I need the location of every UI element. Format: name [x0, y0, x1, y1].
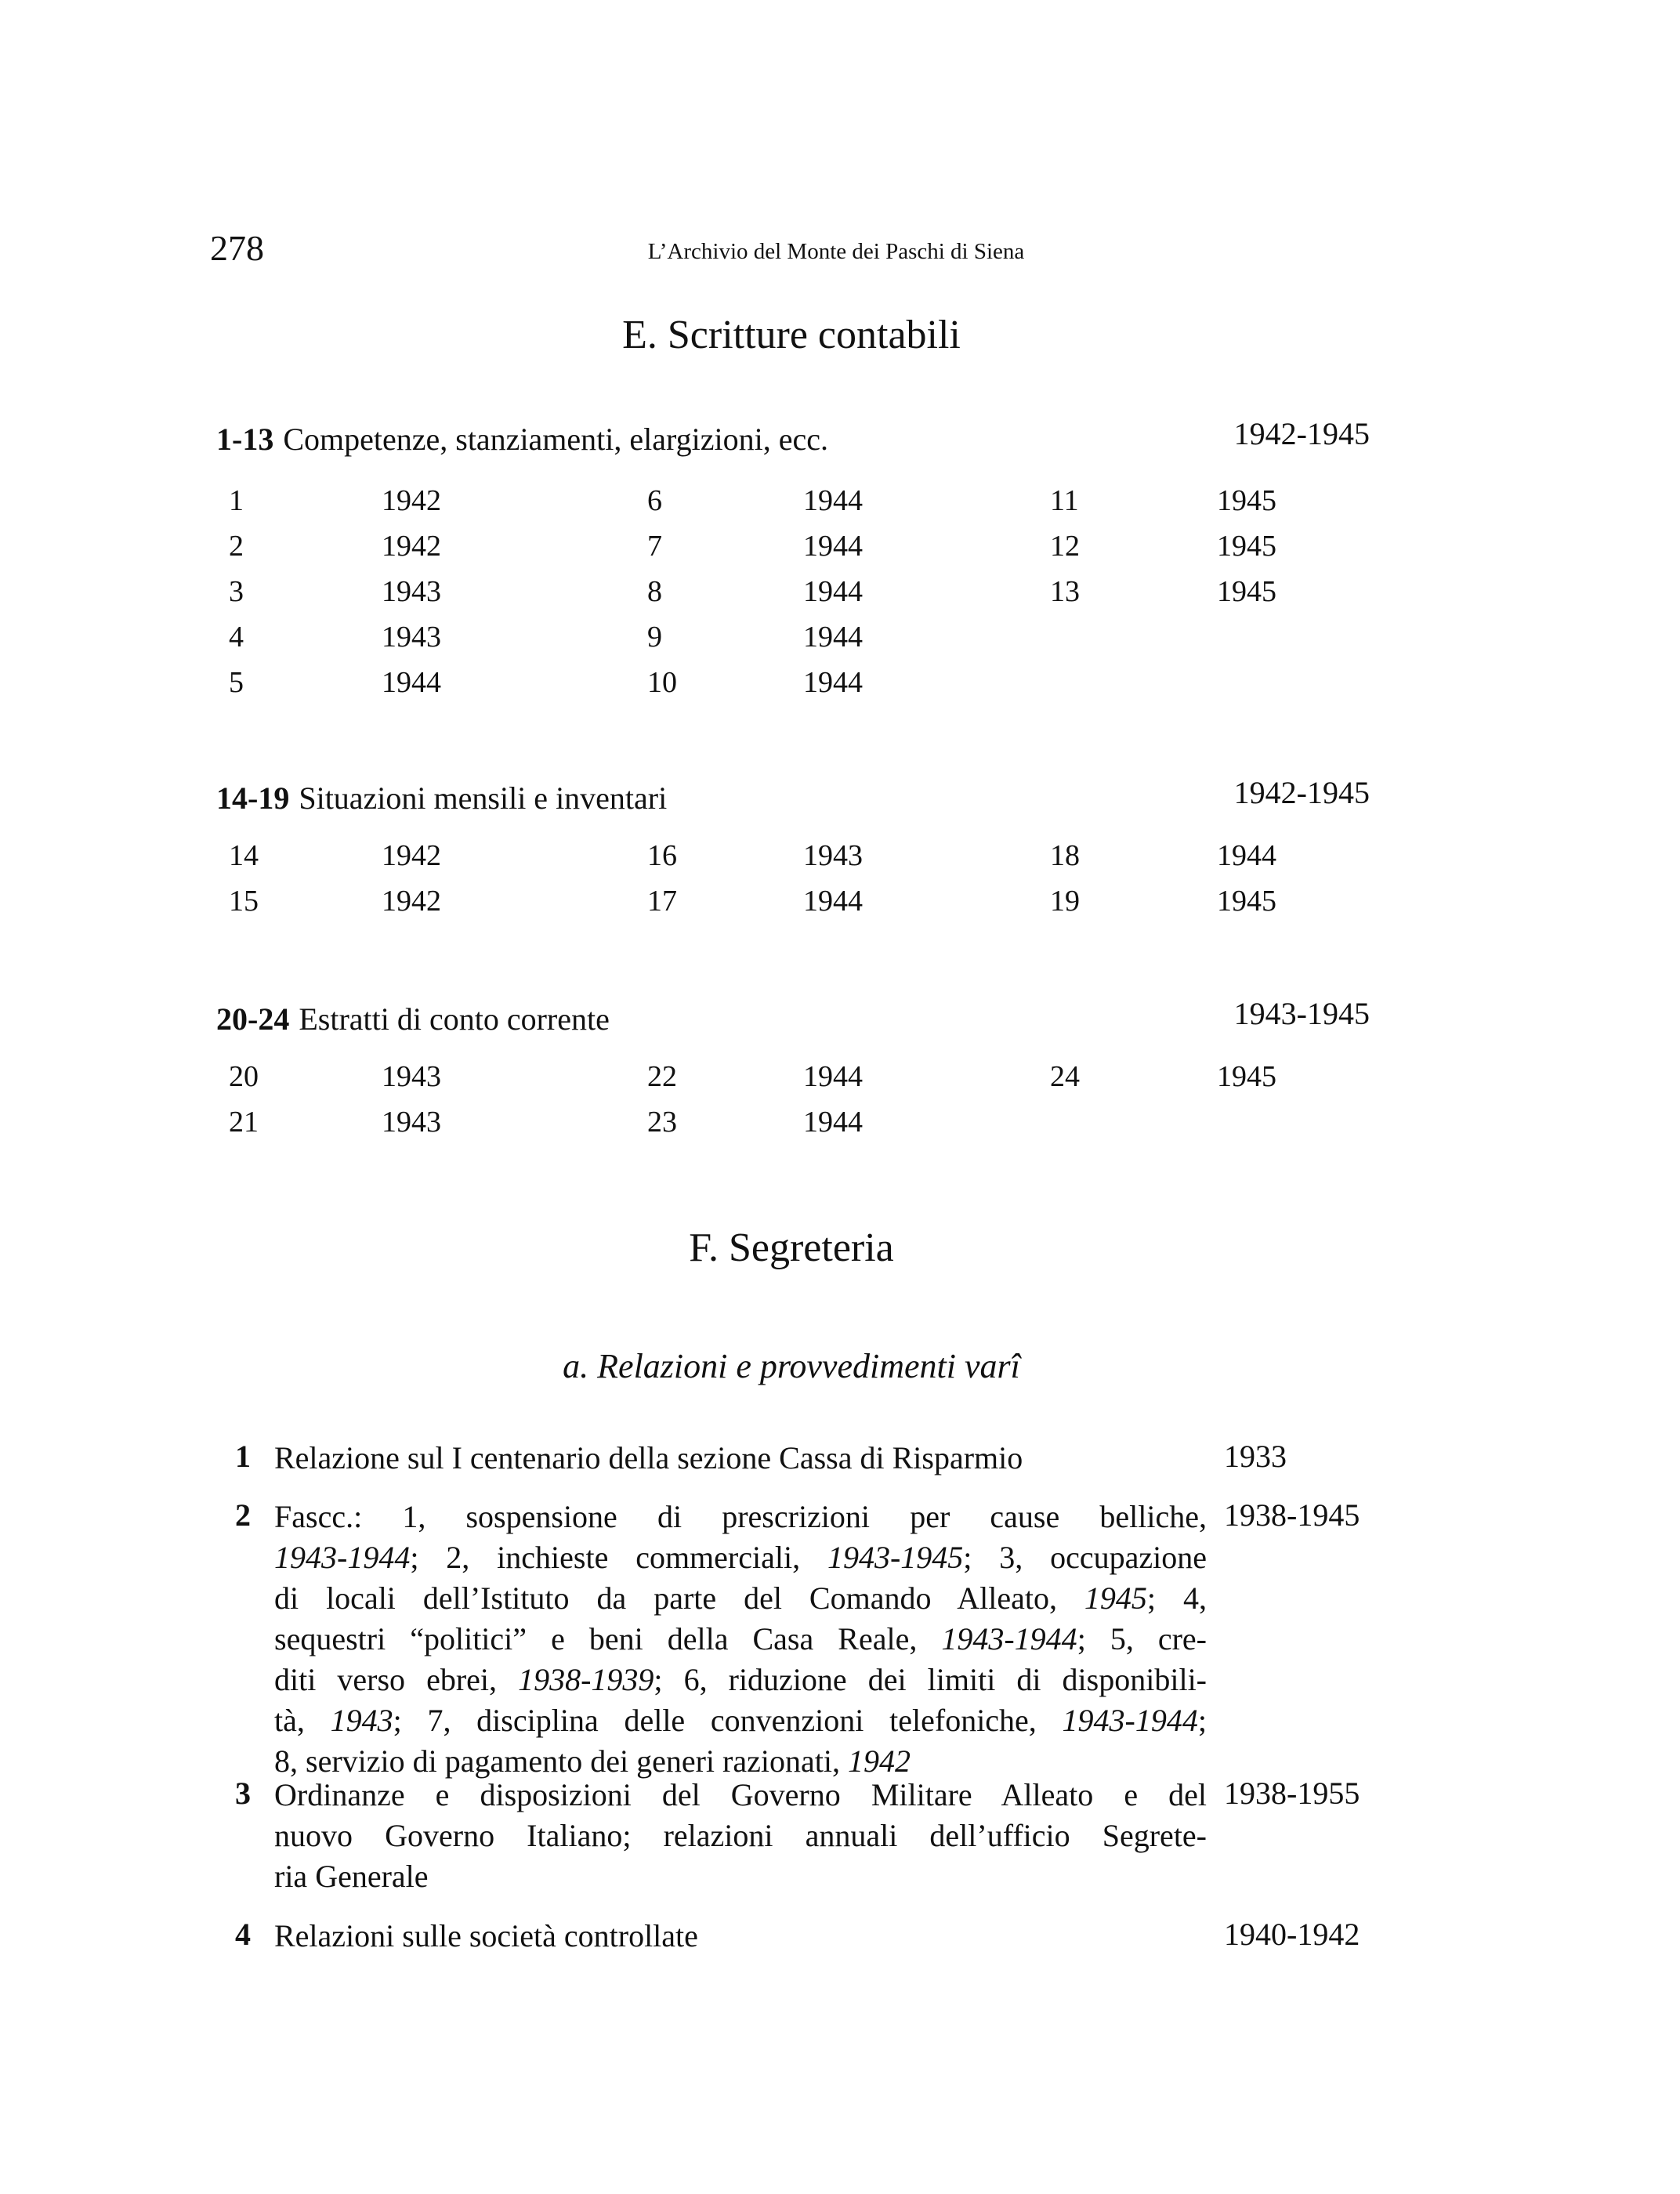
page-number: 278 — [210, 228, 264, 268]
italic-date: 1942 — [847, 1743, 911, 1779]
group-dates: 1943-1945 — [1233, 996, 1370, 1031]
text-line — [274, 1700, 1207, 1741]
item-number: 3 — [235, 1776, 251, 1811]
section-e-title: E. Scritture contabili — [622, 313, 961, 357]
unit-year: 1945 — [1217, 885, 1276, 918]
unit-number: 17 — [647, 885, 677, 918]
unit-year: 1943 — [382, 575, 441, 608]
italic-date: 1943-1944 — [1062, 1703, 1198, 1738]
group-range: 1-13 — [216, 422, 274, 457]
unit-number: 1 — [229, 484, 244, 517]
unit-year: 1944 — [803, 484, 863, 517]
unit-year: 1944 — [382, 666, 441, 699]
unit-year: 1942 — [382, 885, 441, 918]
italic-date: 1943-1944 — [274, 1540, 411, 1575]
unit-number: 3 — [229, 575, 244, 608]
unit-year: 1944 — [803, 530, 863, 563]
unit-year: 1945 — [1217, 484, 1276, 517]
unit-number: 21 — [229, 1106, 259, 1139]
text-line — [274, 1619, 1207, 1660]
unit-year: 1944 — [803, 621, 863, 653]
unit-number: 15 — [229, 885, 259, 918]
unit-number: 7 — [647, 530, 662, 563]
unit-number: 5 — [229, 666, 244, 699]
italic-date: 1943-1944 — [941, 1621, 1077, 1656]
group-heading — [216, 421, 828, 458]
italic-date: 1943-1945 — [827, 1540, 964, 1575]
group-title: Situazioni mensili e inventari — [299, 780, 668, 816]
unit-year: 1944 — [803, 885, 863, 918]
item-dates: 1938-1945 — [1224, 1497, 1360, 1533]
item-dates: 1940-1942 — [1224, 1917, 1360, 1952]
unit-number: 18 — [1050, 839, 1080, 872]
text-run: ; 5, cre- — [1077, 1621, 1207, 1656]
item-text: Relazione sul I centenario della sezione Cassa di Risparmio — [274, 1440, 1023, 1475]
italic-date: 1938-1939 — [518, 1662, 654, 1697]
item-text: Relazioni sulle società controllate — [274, 1918, 698, 1953]
unit-year: 1945 — [1217, 575, 1276, 608]
group-heading — [216, 1001, 610, 1037]
unit-year: 1943 — [382, 1106, 441, 1139]
text-run: ; 2, inchieste commerciali, — [410, 1540, 827, 1575]
group-range: 14-19 — [216, 780, 290, 816]
group-dates: 1942-1945 — [1233, 775, 1370, 810]
unit-number: 13 — [1050, 575, 1080, 608]
text-run: Fascc.: 1, sospensione di prescrizioni per cause belliche, — [274, 1499, 1207, 1534]
item-dates: 1933 — [1224, 1439, 1287, 1474]
unit-year: 1942 — [382, 484, 441, 517]
unit-number: 11 — [1050, 484, 1079, 517]
unit-number: 10 — [647, 666, 677, 699]
group-dates: 1942-1945 — [1233, 416, 1370, 451]
item-number: 4 — [235, 1917, 251, 1952]
item-number: 2 — [235, 1497, 251, 1533]
text-run: diti verso ebrei, — [274, 1662, 519, 1697]
text-run: ; — [1197, 1703, 1207, 1738]
item-text: Ordinanze e disposizioni del Governo Militare Alleato e del nuovo Governo Italiano; relazioni annuali dell’ufficio Segrete- ria Generale — [274, 1777, 1207, 1894]
unit-number: 22 — [647, 1060, 677, 1093]
subsection-title: a. Relazioni e provvedimenti varî — [563, 1347, 1020, 1385]
item-number: 1 — [235, 1439, 251, 1474]
text-line — [274, 1660, 1207, 1700]
text-line — [274, 1578, 1207, 1619]
item-dates: 1938-1955 — [1224, 1776, 1360, 1811]
unit-year: 1945 — [1217, 1060, 1276, 1093]
unit-year: 1942 — [382, 839, 441, 872]
text-run: ; 4, — [1146, 1580, 1207, 1616]
group-title: Competenze, stanziamenti, elargizioni, ecc. — [283, 422, 828, 457]
unit-number: 4 — [229, 621, 244, 653]
unit-year: 1943 — [382, 621, 441, 653]
text-line — [274, 1497, 1207, 1537]
unit-year: 1944 — [803, 666, 863, 699]
text-run: 8, servizio di pagamento dei generi razionati, — [274, 1743, 848, 1779]
unit-number: 23 — [647, 1106, 677, 1139]
unit-number: 19 — [1050, 885, 1080, 918]
unit-year: 1944 — [803, 1106, 863, 1139]
unit-year: 1944 — [803, 1060, 863, 1093]
unit-number: 14 — [229, 839, 259, 872]
item-text — [274, 1497, 1207, 1782]
text-run: ; 6, riduzione dei limiti di disponibili- — [654, 1662, 1207, 1697]
italic-date: 1945 — [1084, 1580, 1147, 1616]
text-run: sequestri “politici” e beni della Casa Reale, — [274, 1621, 942, 1656]
unit-year: 1944 — [803, 575, 863, 608]
unit-year: 1942 — [382, 530, 441, 563]
unit-year: 1945 — [1217, 530, 1276, 563]
unit-number: 16 — [647, 839, 677, 872]
group-range: 20-24 — [216, 1001, 290, 1037]
unit-number: 24 — [1050, 1060, 1080, 1093]
unit-year: 1943 — [382, 1060, 441, 1093]
running-title: L’Archivio del Monte dei Paschi di Siena — [647, 239, 1025, 264]
section-f-title: F. Segreteria — [689, 1226, 894, 1270]
text-run: di locali dell’Istituto da parte del Comando Alleato, — [274, 1580, 1084, 1616]
unit-number: 12 — [1050, 530, 1080, 563]
text-run: ; 3, occupazione — [963, 1540, 1207, 1575]
unit-number: 6 — [647, 484, 662, 517]
unit-number: 20 — [229, 1060, 259, 1093]
unit-number: 8 — [647, 575, 662, 608]
group-title: Estratti di conto corrente — [299, 1001, 610, 1037]
text-run: tà, — [274, 1703, 331, 1738]
unit-year: 1944 — [1217, 839, 1276, 872]
group-heading — [216, 780, 667, 816]
text-run: ; 7, disciplina delle convenzioni telefoniche, — [393, 1703, 1063, 1738]
text-line — [274, 1537, 1207, 1578]
unit-year: 1943 — [803, 839, 863, 872]
unit-number: 9 — [647, 621, 662, 653]
unit-number: 2 — [229, 530, 244, 563]
italic-date: 1943 — [330, 1703, 393, 1738]
